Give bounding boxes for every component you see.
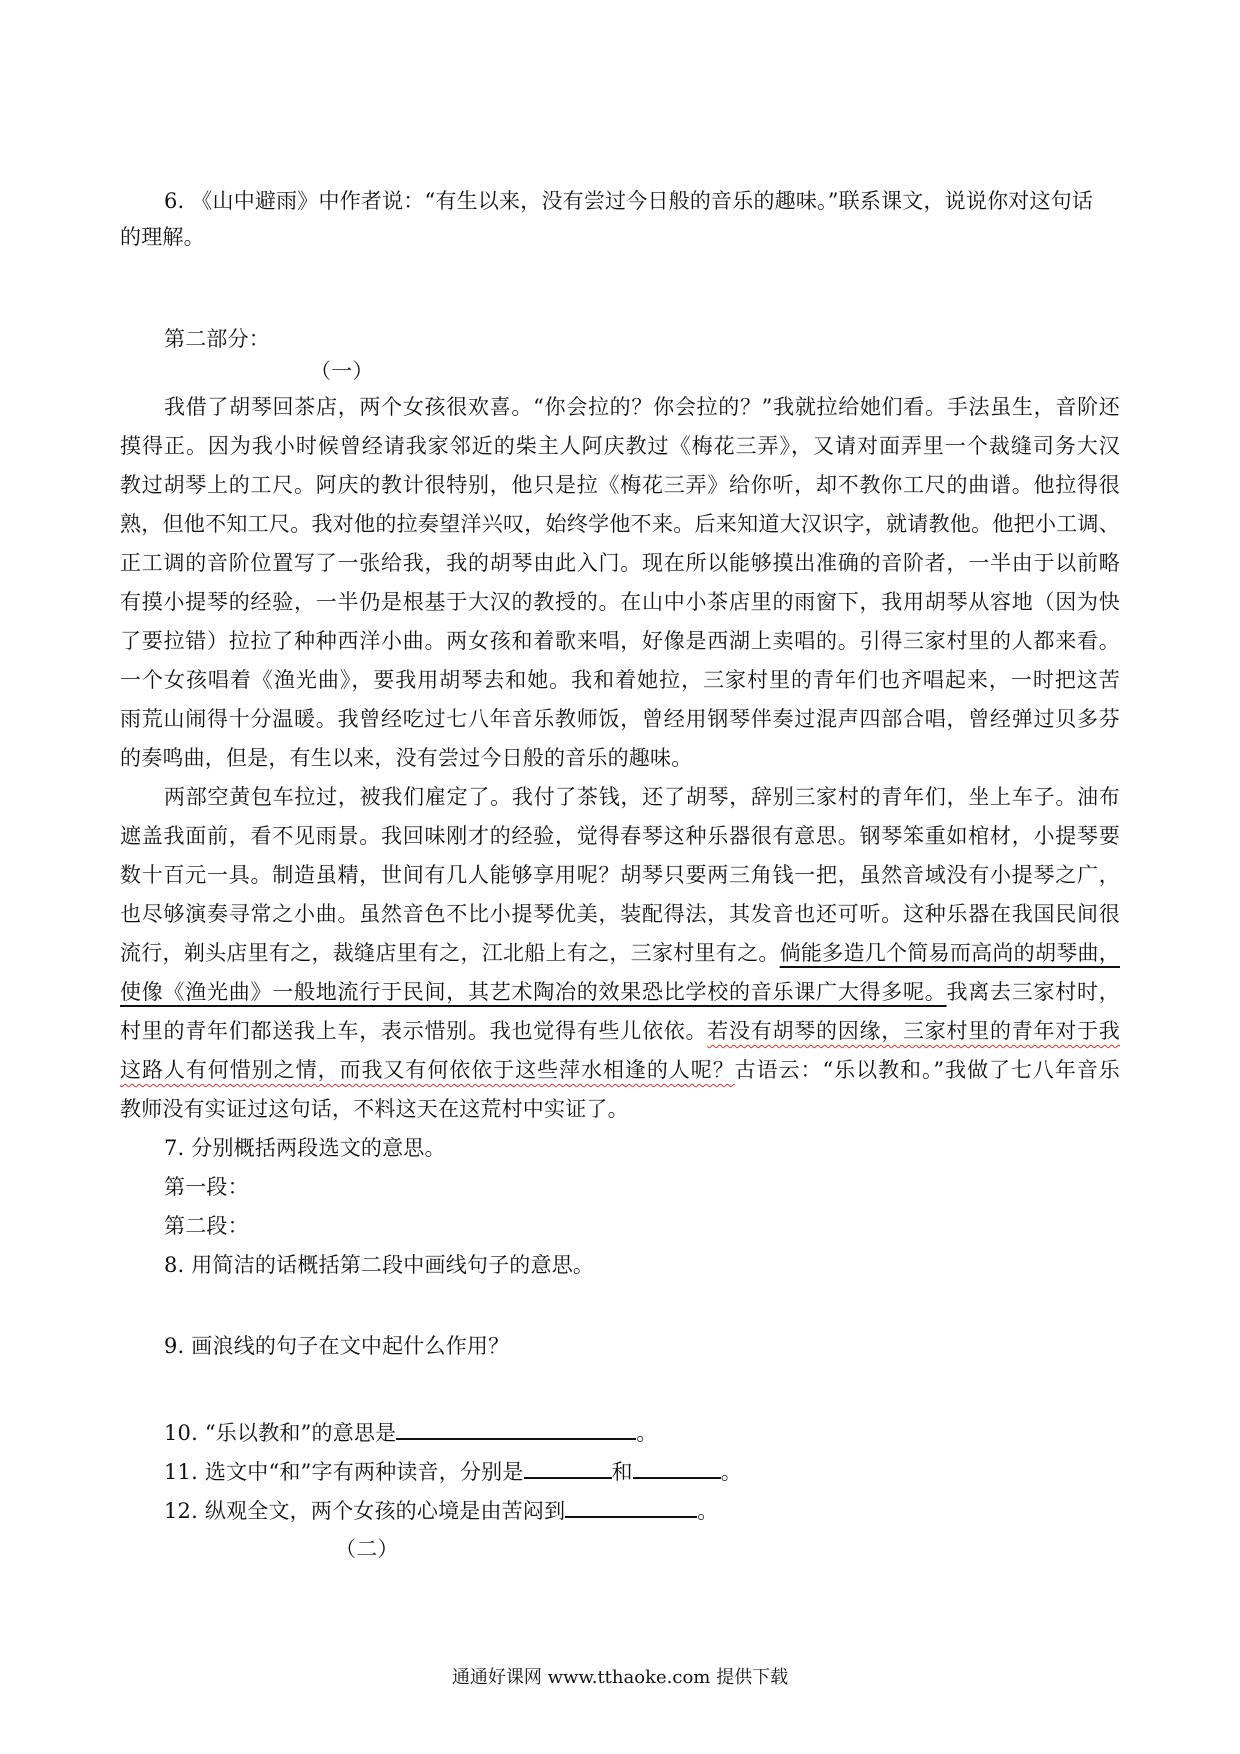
passage-p2-line-7 [120,1015,1120,1047]
question-10-text: 10. “乐以教和”的意思是 [164,1421,397,1445]
passage-p1-line-9: 雨荒山闹得十分温暖。我曾经吃过七八年音乐教师饭，曾经用钢琴伴奏过混声四部合唱，曾经弹过贝多芬 [120,707,1120,731]
passage-p2-line-2: 遮盖我面前，看不见雨景。我回味刚才的经验，觉得春琴这种乐器很有意思。钢琴笨重如棺材，小提琴要 [120,824,1120,848]
question-10-answer-blank[interactable] [396,1416,636,1440]
question-10 [164,1416,1164,1449]
passage-p2-line-6 [120,976,1120,1008]
question-11 [164,1455,1164,1488]
section-two-label: （二） [335,1537,399,1561]
question-11-answer-blank-1[interactable] [524,1455,612,1479]
passage-p1-line-2: 摸得正。因为我小时候曾经请我家邻近的柴主人阿庆教过《梅花三弄》，又请对面弄里一个裁缝司务大汉 [120,434,1120,458]
passage-p2-line-8 [120,1054,1120,1086]
passage-p2-line-4: 也尽够演奏寻常之小曲。虽然音色不比小提琴优美，装配得法，其发音也还可听。这种乐器在我国民间很 [120,902,1120,926]
question-9: 9. 画浪线的句子在文中起什么作用？ [164,1334,510,1358]
question-12-end: 。 [697,1499,719,1523]
underlined-sentence-part-1: 倘能多造几个简易而高尚的胡琴曲， [779,941,1120,965]
question-11-middle: 和 [611,1460,633,1484]
passage-p2-line-5-text: 流行，剃头店里有之，裁缝店里有之，江北船上有之，三家村里有之。 [120,941,780,965]
question-7: 7. 分别概括两段选文的意思。 [164,1136,446,1160]
question-6-line-1: 6. 《山中避雨》中作者说：“有生以来，没有尝过今日般的音乐的趣味。”联系课文，说说你对这句话 [164,189,1094,213]
question-12-text: 12. 纵观全文，两个女孩的心境是由苦闷到 [164,1499,566,1523]
wavy-sentence-part-2: 这路人有何惜别之情，而我又有何依依于这些萍水相逢的人呢？ [120,1058,735,1082]
passage-p2-line-1: 两部空黄包车拉过，被我们雇定了。我付了茶钱，还了胡琴，辞别三家村的青年们，坐上车子。油布 [164,785,1120,809]
passage-p2-line-5 [120,937,1120,969]
question-11-answer-blank-2[interactable] [633,1455,721,1479]
underlined-sentence-part-2: 使像《渔光曲》一般地流行于民间，其艺术陶冶的效果恐比学校的音乐课广大得多呢。 [120,980,947,1004]
section-one-label: （一） [310,359,374,383]
passage-p2-line-7-text: 村里的青年们都送我上车，表示惜别。我也觉得有些儿依依。 [120,1019,708,1043]
passage-p1-line-4: 熟，但他不知工尺。我对他的拉奏望洋兴叹，始终学他不来。后来知道大汉识字，就请教他。他把小工调、 [120,512,1120,536]
question-12-answer-blank[interactable] [565,1494,697,1518]
passage-p2-line-8-text: 古语云：“乐以教和。”我做了七八年音乐 [734,1058,1120,1082]
question-6-line-2: 的理解。 [120,225,205,249]
question-7-first-paragraph: 第一段： [164,1175,249,1199]
passage-p1-line-3: 教过胡琴上的工尺。阿庆的教计很特别，他只是拉《梅花三弄》给你听，却不教你工尺的曲谱。他拉得很 [120,473,1120,497]
passage-p2-line-3: 数十百元一具。制造虽精，世间有几人能够享用呢？胡琴只要两三角钱一把，虽然音域没有小提琴之广， [120,863,1120,887]
question-8: 8. 用简洁的话概括第二段中画线句子的意思。 [164,1253,595,1277]
passage-p1-line-5: 正工调的音阶位置写了一张给我，我的胡琴由此入门。现在所以能够摸出准确的音阶者，一半由于以前略 [120,551,1120,575]
question-12 [164,1494,1164,1527]
question-11-end: 。 [720,1460,742,1484]
page-footer: 通通好课网 www.tthaoke.com 提供下载 [451,1667,789,1688]
question-11-text: 11. 选文中“和”字有两种读音，分别是 [164,1460,524,1484]
question-7-second-paragraph: 第二段： [164,1214,249,1238]
wavy-sentence-part-1: 若没有胡琴的因缘，三家村里的青年对于我 [707,1019,1120,1043]
passage-p1-line-7: 了要拉错）拉拉了种种西洋小曲。两女孩和着歌来唱，好像是西湖上卖唱的。引得三家村里的人都来看。 [120,629,1120,653]
part-two-heading: 第二部分： [164,327,270,351]
passage-p2-line-9: 教师没有实证过这句话，不料这天在这荒村中实证了。 [120,1097,629,1121]
passage-p1-line-10: 的奏鸣曲，但是，有生以来，没有尝过今日般的音乐的趣味。 [120,746,693,770]
passage-p1-line-1: 我借了胡琴回茶店，两个女孩很欢喜。“你会拉的？你会拉的？”我就拉给她们看。手法虽生，音阶还 [164,395,1120,419]
passage-p1-line-8: 一个女孩唱着《渔光曲》，要我用胡琴去和她。我和着她拉，三家村里的青年们也齐唱起来，一时把这苦 [120,668,1120,692]
question-10-end: 。 [636,1421,658,1445]
passage-p1-line-6: 有摸小提琴的经验，一半仍是根基于大汉的教授的。在山中小茶店里的雨窗下，我用胡琴从容地（因为快 [120,590,1120,614]
passage-p2-line-6-text: 我离去三家村时， [946,980,1120,1004]
